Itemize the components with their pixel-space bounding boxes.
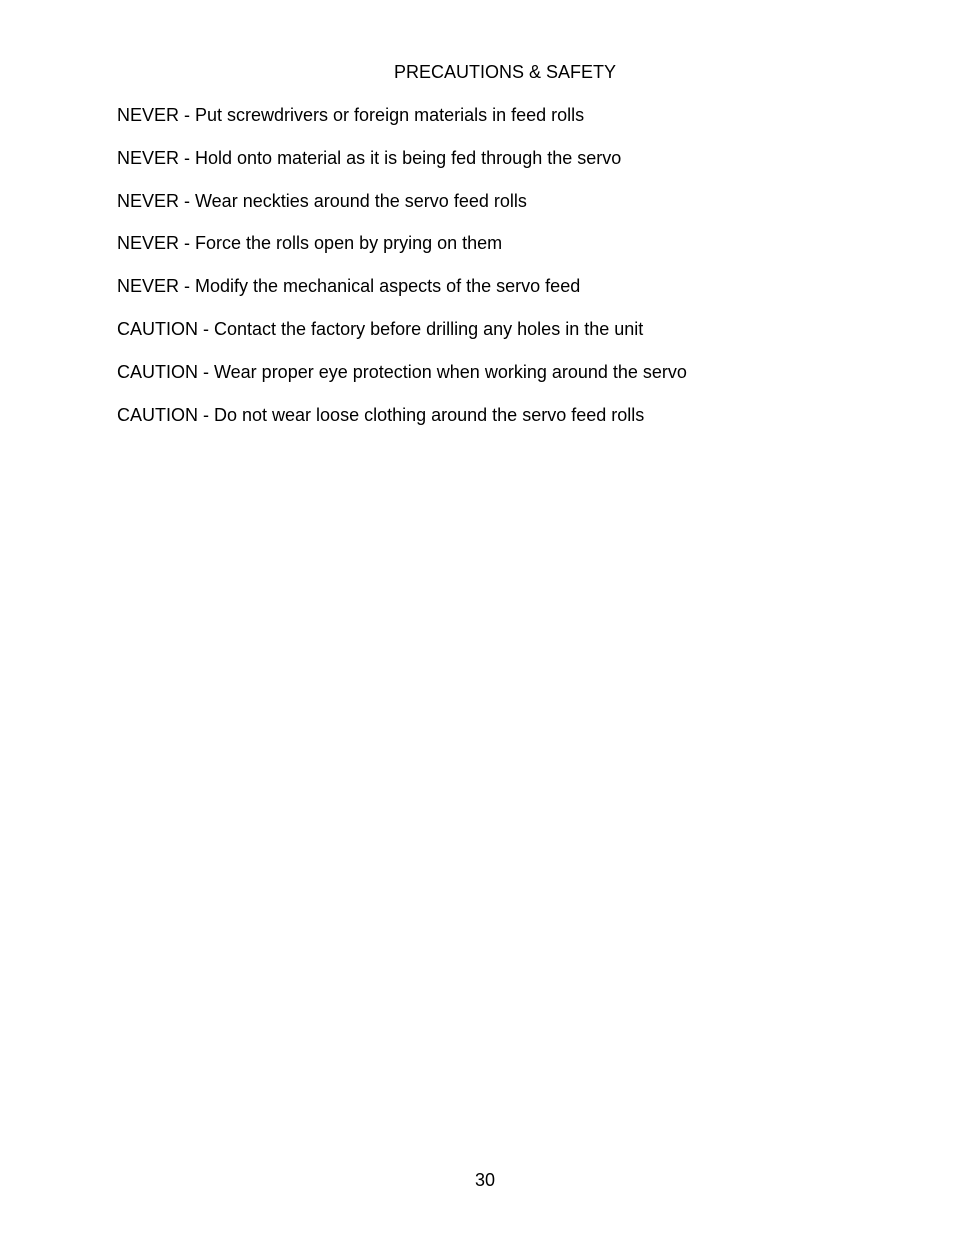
safety-list <box>117 104 687 446</box>
page-number: 30 <box>474 1170 496 1190</box>
safety-item-never-force-rolls: NEVER - Force the rolls open by prying on them <box>117 233 503 254</box>
safety-item-never-modify: NEVER - Modify the mechanical aspects of the servo feed <box>117 276 581 297</box>
page-title: PRECAUTIONS & SAFETY <box>393 62 617 82</box>
safety-item-caution-loose-clothing: CAUTION - Do not wear loose clothing around the servo feed rolls <box>117 404 645 425</box>
safety-item-never-screwdrivers: NEVER - Put screwdrivers or foreign materials in feed rolls <box>117 105 585 125</box>
safety-item-never-hold-material: NEVER - Hold onto material as it is being fed through the servo <box>117 147 622 168</box>
safety-item-caution-drilling: CAUTION - Contact the factory before drilling any holes in the unit <box>117 318 644 339</box>
safety-item-never-neckties: NEVER - Wear neckties around the servo feed rolls <box>117 190 527 211</box>
safety-item-caution-eye-protection: CAUTION - Wear proper eye protection when working around the servo <box>117 361 687 382</box>
